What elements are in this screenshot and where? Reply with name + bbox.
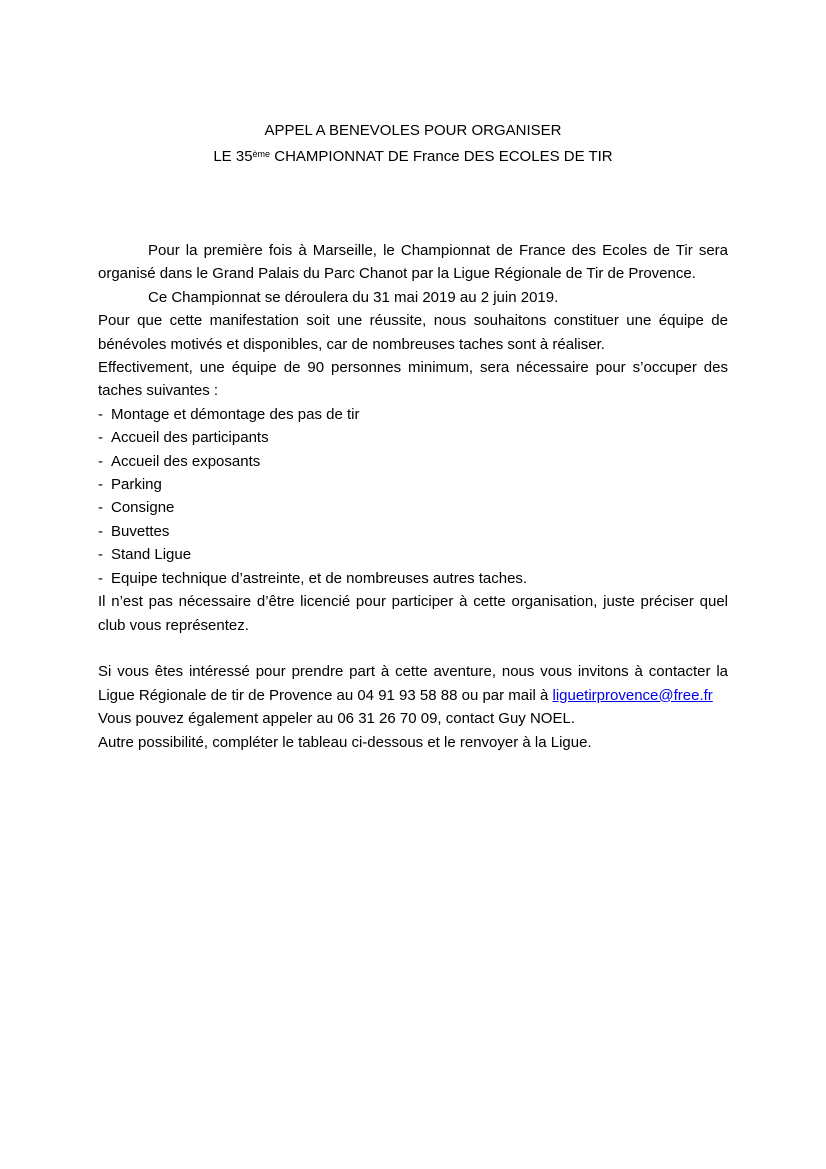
paragraph-goal: Pour que cette manifestation soit une réussite, nous souhaitons constituer une équipe de bénévoles motivés et disponibles, car de nombreuses taches sont à réaliser. — [98, 312, 728, 353]
bullet-dash: - — [98, 476, 103, 494]
list-item — [98, 473, 728, 496]
bullet-dash: - — [98, 546, 103, 564]
bullet-dash: - — [98, 429, 103, 447]
task-label: Stand Ligue — [111, 546, 192, 564]
task-label: Consigne — [111, 499, 175, 517]
paragraph-license-note: Il n’est pas nécessaire d’être licencié pour participer à cette organisation, juste préciser quel club vous représentez. — [98, 593, 728, 634]
task-label: Parking — [111, 476, 162, 494]
task-label: Accueil des participants — [111, 429, 269, 447]
title-prefix: LE 35 — [213, 148, 253, 165]
list-item — [98, 567, 728, 590]
bullet-dash: - — [98, 569, 103, 587]
bullet-dash: - — [98, 499, 103, 517]
blank-line — [98, 637, 728, 660]
paragraph-team-size: Effectivement, une équipe de 90 personnes minimum, sera nécessaire pour s’occuper des taches suivantes : — [98, 359, 728, 400]
document-title-line-2 — [0, 146, 826, 168]
title-suffix: CHAMPIONNAT DE France DES ECOLES DE TIR — [270, 148, 613, 165]
paragraph-phone: Vous pouvez également appeler au 06 31 26 70 09, contact Guy NOEL. — [98, 710, 575, 728]
paragraph-contact — [98, 660, 728, 707]
bullet-dash: - — [98, 405, 103, 423]
task-label: Equipe technique d’astreinte, et de nombreuses autres taches. — [111, 569, 528, 587]
email-link[interactable]: liguetirprovence@free.fr — [552, 686, 713, 704]
task-label: Buvettes — [111, 522, 170, 540]
bullet-dash: - — [98, 522, 103, 540]
list-item — [98, 426, 728, 449]
paragraph-intro: Pour la première fois à Marseille, le Championnat de France des Ecoles de Tir sera organisé dans le Grand Palais du Parc Chanot par la Ligue Régionale de Tir de Provence. — [98, 242, 728, 283]
paragraph-dates: Ce Championnat se déroulera du 31 mai 2019 au 2 juin 2019. — [148, 288, 559, 306]
letter-body — [98, 239, 728, 754]
contact-text: Si vous êtes intéressé pour prendre part à cette aventure, nous vous invitons à contacter la Ligue Régionale de tir de Provence au 04 91 93 58 88 ou par mail à — [98, 663, 728, 704]
list-item — [98, 450, 728, 473]
list-item — [98, 496, 728, 519]
list-item — [98, 520, 728, 543]
document-title-line-1: APPEL A BENEVOLES POUR ORGANISER — [264, 122, 562, 139]
bullet-dash: - — [98, 452, 103, 470]
title-ordinal-superscript: ème — [252, 149, 271, 159]
task-label: Accueil des exposants — [111, 452, 261, 470]
list-item — [98, 543, 728, 566]
task-list — [98, 403, 728, 590]
paragraph-alternative: Autre possibilité, compléter le tableau ci-dessous et le renvoyer à la Ligue. — [98, 733, 592, 751]
task-label: Montage et démontage des pas de tir — [111, 405, 360, 423]
list-item — [98, 403, 728, 426]
